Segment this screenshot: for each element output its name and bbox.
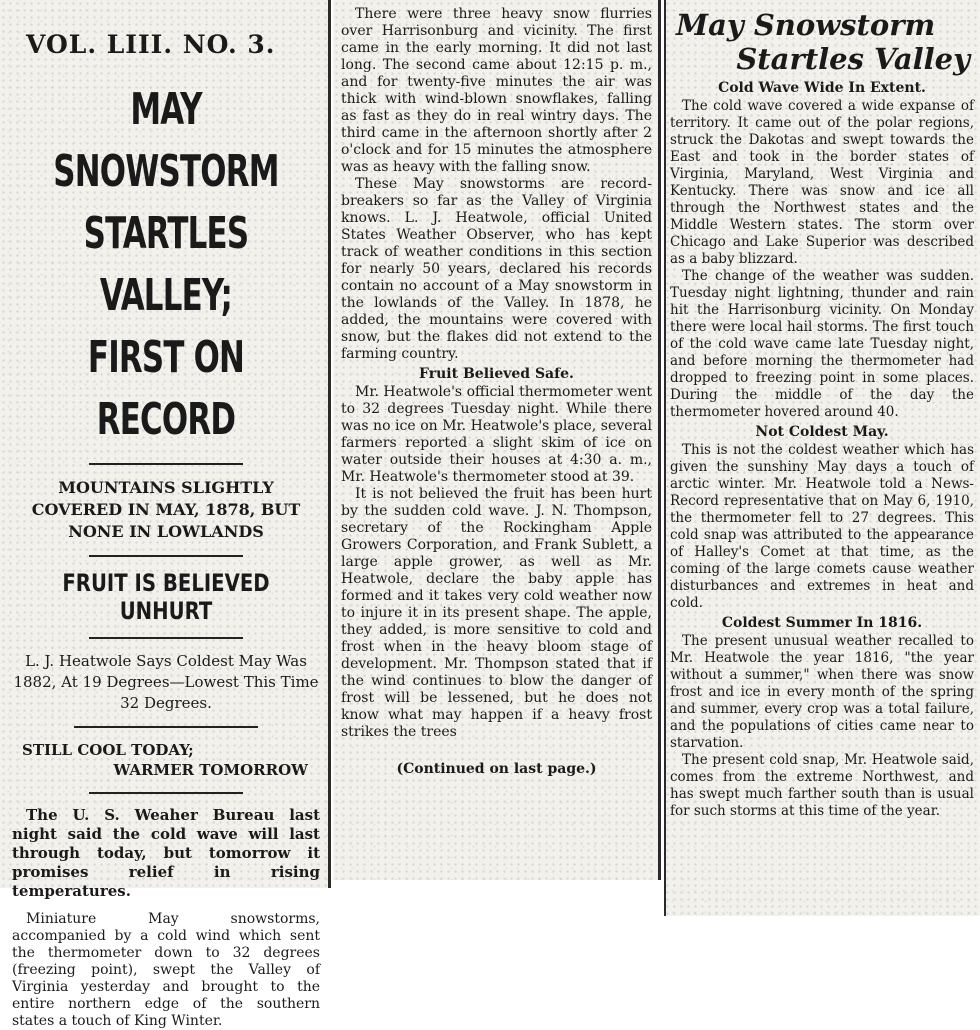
main-headline-line-3: FIRST ON RECORD [87,332,245,445]
body-paragraph: There were three heavy snow flurries over Harrisonburg and vicinity. The first came in the early morning. It did not last long. The second came about 12:15 p. m., and for twenty-five minutes the air was thick with wind-blown snowflakes, falling as fast as they do in real wintry days. The third came in the afternoon shortly after 2 o'clock and for 15 minutes the atmosphere was as heavy with the falling snow. [341,6,652,175]
still-cool-heading: STILL COOL TODAY; [22,741,194,759]
column-3 [664,0,980,916]
lead-paragraph: The U. S. Weaher Bureau last night said the cold wave will last through today, but tomorrow it promises relief in rising temperatures. [12,806,320,900]
column-2 [333,0,658,880]
column-1 [0,0,328,1029]
body-paragraph: The present cold snap, Mr. Heatwole said, comes from the extreme Northwest, and has swept much farther south than is usual for such storms at this time of the year. [670,752,974,819]
divider-rule [89,555,243,557]
subhead-fruit-safe: Fruit Believed Safe. [419,366,574,382]
divider-rule [89,463,243,465]
column-separator [658,0,661,880]
deck-mountains: MOUNTAINS SLIGHTLY COVERED IN MAY, 1878, BUT NONE IN LOWLANDS [31,478,301,541]
subhead-not-coldest: Not Coldest May. [755,424,889,440]
column-separator [664,0,666,916]
body-paragraph: The change of the weather was sudden. Tuesday night lightning, thunder and rain hit the Harrisonburg vicinity. On Monday there were local hail storms. The first touch of the cold wave came late Tuesday night, and before morning the thermometer had dropped to freezing point in some places. During the middle of the day the thermometer hovered around 40. [670,268,974,420]
divider-rule [89,792,243,794]
main-headline-line-2: STARTLES VALLEY; [83,208,249,321]
subhead-coldest-summer: Coldest Summer In 1816. [721,615,923,631]
continuation-headline-line-2: Startles Valley [736,42,970,76]
body-paragraph: It is not believed the fruit has been hurt by the sudden cold wave. J. N. Thompson, secretary of the Rockingham Apple Growers Corporation, and Frank Sublett, a large apple grower, as well as Mr. Heatwole, declare the baby apple has formed and it takes very cold weather now to injure it in its present shape. The apple, they added, is more sensitive to cold and frost when in the heavy bloom stage of development. Mr. Thompson stated that if the wind continues to blow the danger of frost will be lessened, but he does not know what may happen if a heavy frost strikes the trees [341,486,652,740]
continuation-headline-line-1: May Snowstorm [676,8,936,42]
divider-rule [89,637,243,639]
volume-number: VOL. LIII. NO. 3. [26,30,276,59]
divider-rule [74,726,259,728]
subhead-cold-wave: Cold Wave Wide In Extent. [718,80,926,96]
deck-heatwole: L. J. Heatwole Says Coldest May Was 1882, At 19 Degrees—Lowest This Time 32 Degrees. [13,652,319,712]
body-paragraph: This is not the coldest weather which has given the sunshiny May days a touch of arctic winter. Mr. Heatwole told a News-Record representative that on May 6, 1910, the thermometer fell to 27 degrees. This cold snap was attributed to the appearance of Halley's Comet at that time, as the coming of the large comets cause weather disturbances and extremes in heat and cold. [670,442,974,611]
body-paragraph: These May snowstorms are record-breakers so far as the Valley of Virginia knows. L. J. Heatwole, official United States Weather Observer, who has kept track of weather conditions in this section for nearly 50 years, declared his records contain no account of a May snowstorm in the lowlands of the Valley. In 1878, he added, the mountains were covered with snow, but the flakes did not extend to the farming country. [341,176,652,362]
body-paragraph: The cold wave covered a wide expanse of territory. It came out of the polar regions, struck the Dakotas and swept towards the East and took in the border states of Virginia, Maryland, West Virginia and Kentucky. There was snow and ice all through the Northwest states and the Middle Western states. The storm over Chicago and Lake Superior was described as a baby blizzard. [670,98,974,267]
main-headline-line-1: MAY SNOWSTORM [53,84,279,197]
body-paragraph: Miniature May snowstorms, accompanied by a cold wind which sent the thermometer down to 32 degrees (freezing point), swept the Valley of Virginia yesterday and brought to the entire northern edge of the southern states a touch of King Winter. [12,911,320,1029]
continuation-headline [676,8,974,76]
warmer-tomorrow-heading: WARMER TOMORROW [113,761,308,779]
column-separator [328,0,331,888]
body-paragraph: Mr. Heatwole's official thermometer went to 32 degrees Tuesday night. While there was no ice on Mr. Heatwole's place, several farmers reported a slight skim of ice on water outside their houses at 4:30 a. m., Mr. Heatwole's thermometer stood at 39. [341,384,652,485]
main-headline [12,79,320,451]
headline-fruit: FRUIT IS BELIEVED UNHURT [62,569,270,625]
continued-notice: (Continued on last page.) [396,761,597,777]
body-paragraph: The present unusual weather recalled to Mr. Heatwole the year 1816, "the year without a summer," when there was snow frost and ice in every month of the spring and summer, every crop was a total failure, and the populations of cities came near to starvation. [670,633,974,751]
